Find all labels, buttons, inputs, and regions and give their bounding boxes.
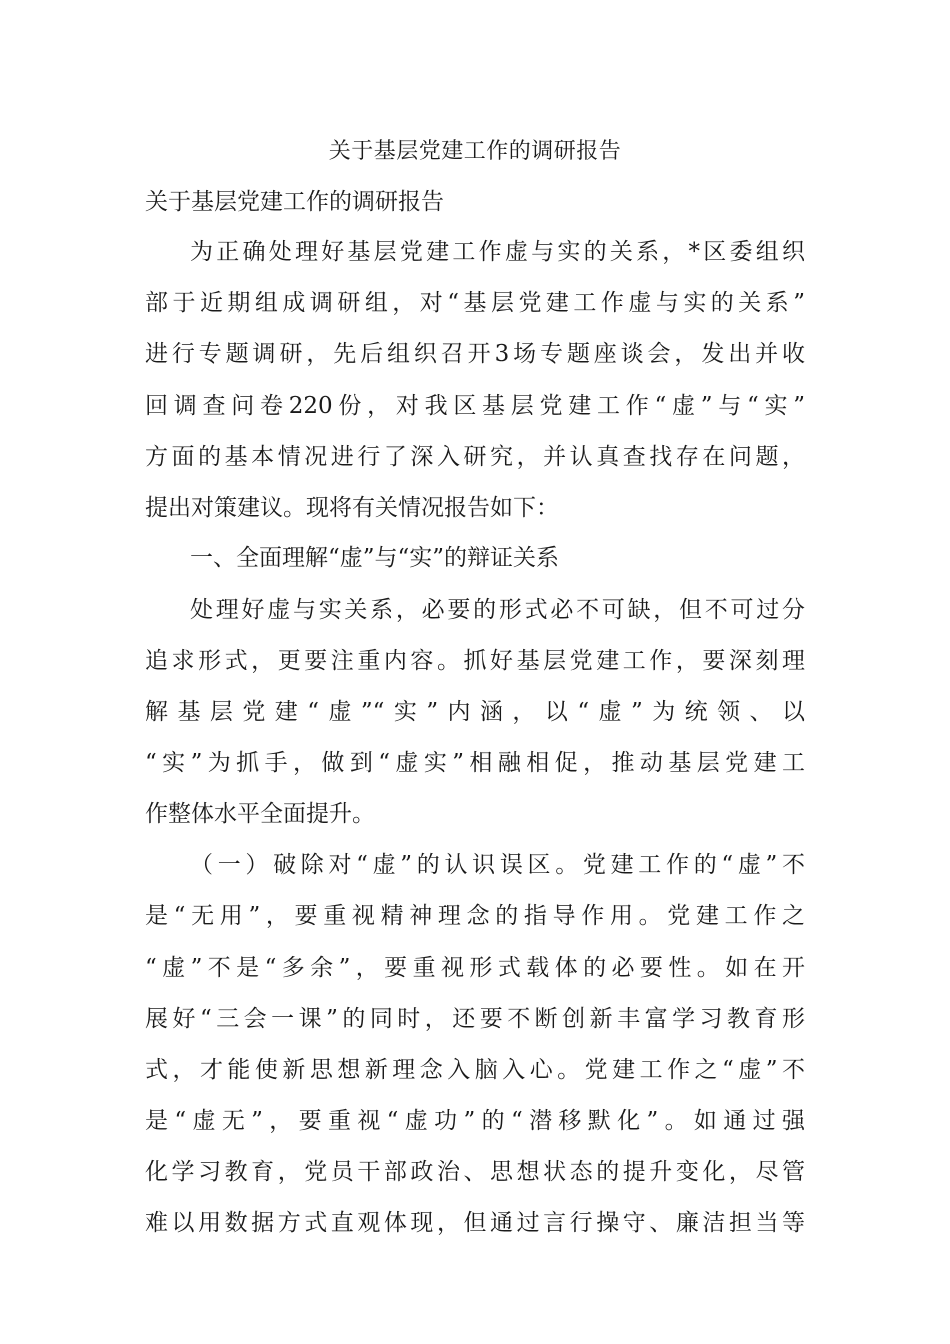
paragraph-line: 提出对策建议。现将有关情况报告如下： bbox=[145, 495, 559, 521]
paragraph-line: 展好“三会一课”的同时，还要不断创新丰富学习教育形 bbox=[145, 1006, 805, 1032]
paragraph-line: （一）破除对“虚”的认识误区。党建工作的“虚”不 bbox=[190, 852, 805, 878]
paragraph-line: 进行专题调研，先后组织召开3场专题座谈会，发出并收 bbox=[145, 341, 805, 367]
paragraph-line: 为正确处理好基层党建工作虚与实的关系，*区委组织 bbox=[190, 239, 805, 265]
paragraph-line: 化学习教育，党员干部政治、思想状态的提升变化，尽管 bbox=[145, 1159, 805, 1185]
paragraph-line: 是“无用”，要重视精神理念的指导作用。党建工作之 bbox=[145, 903, 805, 929]
paragraph-line: 处理好虚与实关系，必要的形式必不可缺，但不可过分 bbox=[190, 597, 805, 623]
paragraph-line: 部于近期组成调研组，对“基层党建工作虚与实的关系” bbox=[145, 290, 805, 316]
paragraph-line: 是“虚无”，要重视“虚功”的“潜移默化”。如通过强 bbox=[145, 1108, 805, 1134]
paragraph-line: 难以用数据方式直观体现，但通过言行操守、廉洁担当等 bbox=[145, 1210, 805, 1236]
paragraph-line: 解基层党建“虚”“实”内涵，以“虚”为统领、以 bbox=[145, 699, 805, 725]
paragraph-line: “虚”不是“多余”，要重视形式载体的必要性。如在开 bbox=[145, 955, 805, 981]
document-title: 关于基层党建工作的调研报告 bbox=[328, 139, 622, 164]
paragraph-line: 回调查问卷220份，对我区基层党建工作“虚”与“实” bbox=[145, 393, 805, 419]
paragraph-line: “实”为抓手，做到“虚实”相融相促，推动基层党建工 bbox=[145, 750, 805, 776]
document-subtitle: 关于基层党建工作的调研报告 bbox=[145, 189, 444, 215]
paragraph-line: 追求形式，更要注重内容。抓好基层党建工作，要深刻理 bbox=[145, 648, 805, 674]
section-heading: 一、全面理解“虚”与“实”的辩证关系 bbox=[190, 545, 560, 571]
paragraph-line: 作整体水平全面提升。 bbox=[145, 801, 375, 827]
paragraph-line: 式，才能使新思想新理念入脑入心。党建工作之“虚”不 bbox=[145, 1057, 805, 1083]
paragraph-line: 方面的基本情况进行了深入研究，并认真查找存在问题， bbox=[145, 444, 805, 470]
